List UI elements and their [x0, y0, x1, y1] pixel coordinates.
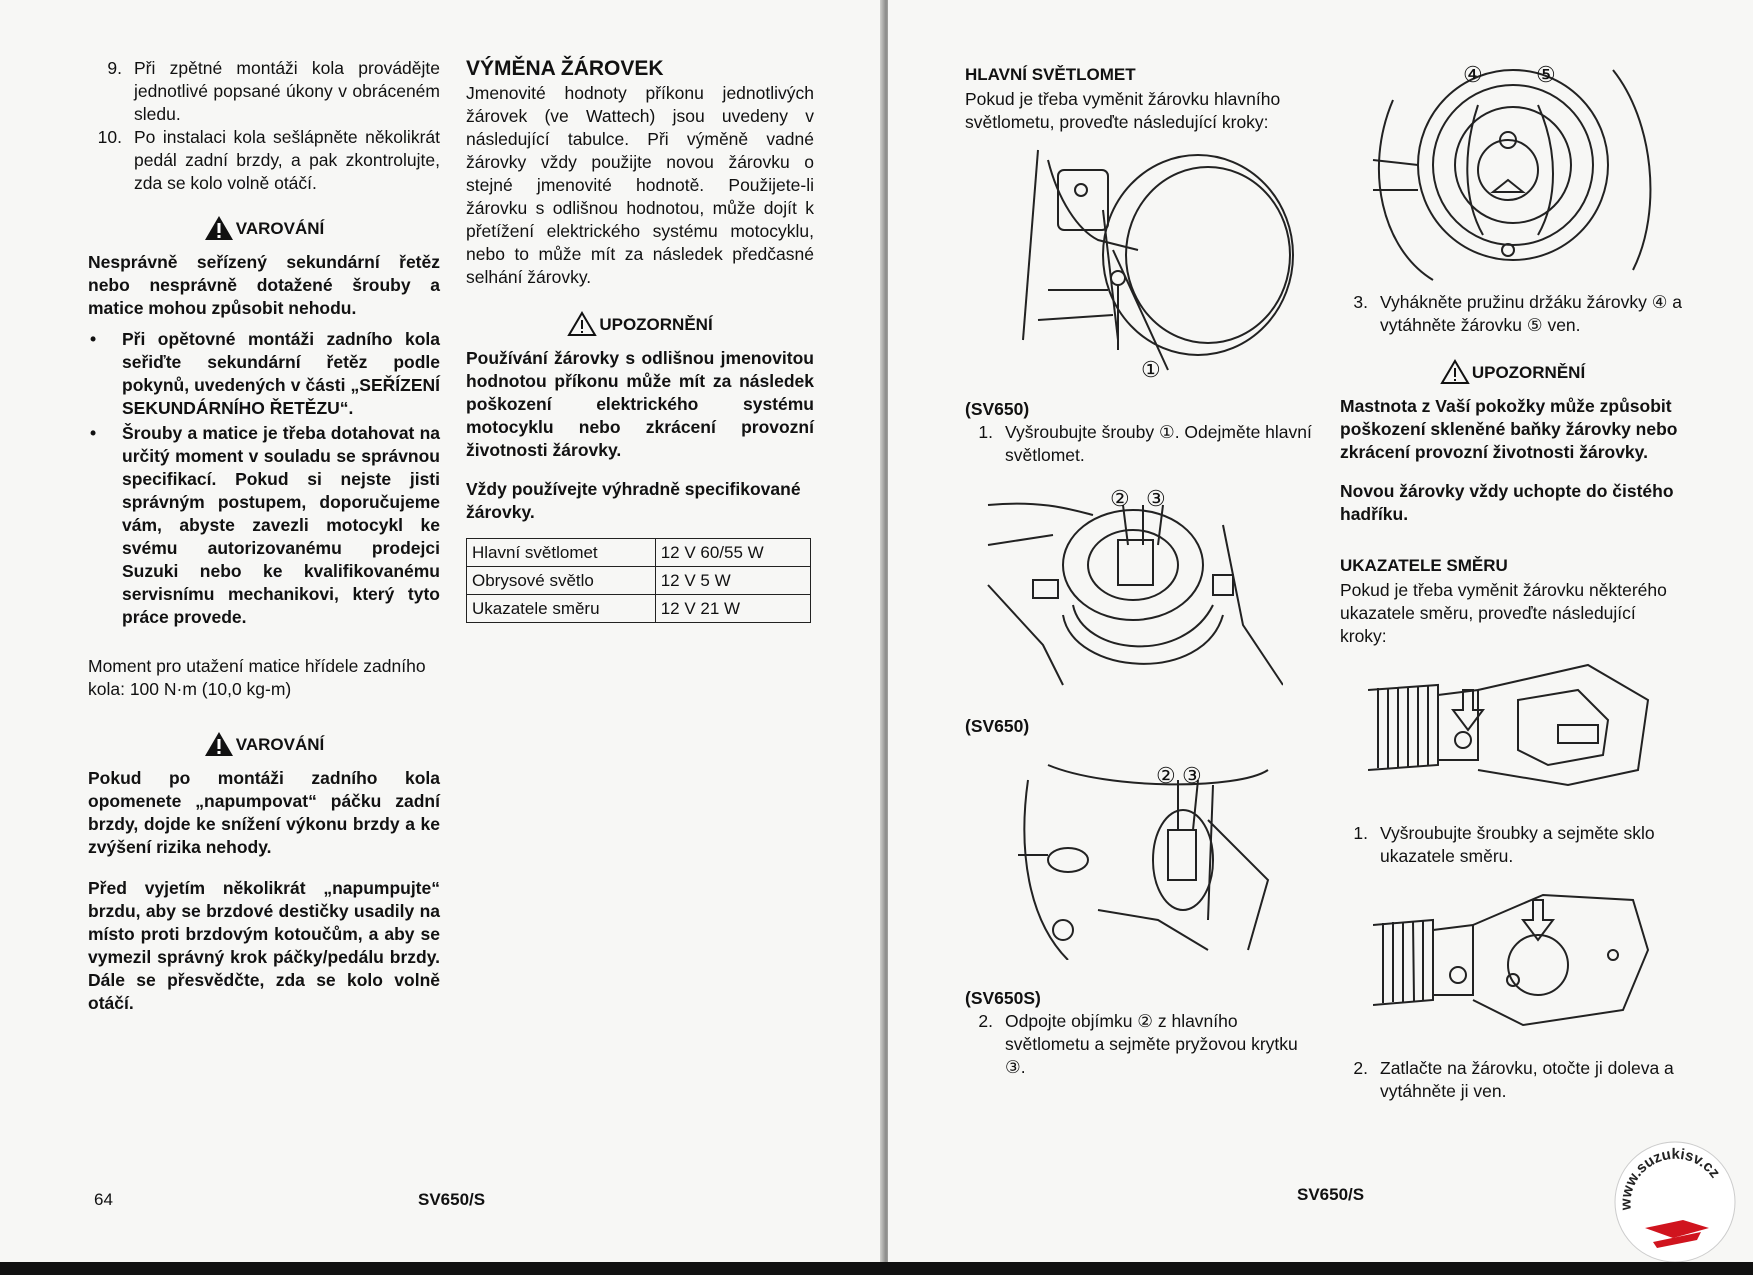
left-page — [0, 0, 884, 1262]
caution-icon — [1440, 359, 1470, 385]
model-name: SV650/S — [1297, 1185, 1365, 1204]
bullet-item: • Šrouby a matice je třeba dotahovat na určitý moment v souladu se správnou specifikací. Pokud si nejste jisti správným postupem, doporučujeme vám, abyste zavezli motocykl ke svému autorizovanému prodejci Suzuki nebo ke kvalifikovanému servisnímu mechanikovi, který tyto práce provede. — [90, 423, 440, 627]
warning-text: Pokud po montáži zadního kola opomenete „napumpovat“ páčku zadní brzdy, dojde ke snížení výkonu brzdy a ke zvýšení rizika nehody. — [88, 768, 440, 857]
warning-title: VAROVÁNÍ — [88, 731, 440, 757]
torque-text: Moment pro utažení matice hřídele zadního kola: 100 N·m (10,0 kg-m) — [88, 656, 426, 699]
caution-text: Mastnota z Vaší pokožky může způsobit poškození skleněné baňky žárovky nebo zkrácení provozní životnosti žárovky. — [1340, 396, 1678, 462]
page-number: 64 — [94, 1190, 113, 1209]
right-page — [888, 0, 1753, 1262]
warning-icon — [204, 731, 234, 757]
socket-figure-s — [1008, 760, 1278, 960]
step-block — [1340, 822, 1685, 868]
list-item: 1. Vyšroubujte šroubky a sejměte sklo ukazatele směru. — [1353, 823, 1655, 866]
always-text: Vždy používejte výhradně specifikované žárovky. — [466, 479, 801, 522]
bulb-table — [466, 538, 811, 623]
socket-figure — [983, 485, 1283, 695]
warning-text: Před vyjetím několikrát „napumpujte“ brzdu, aby se brzdové destičky usadily na místo proti brzdovým kotoučům, a aby se vymezil správný krok páčky/pedálu brzdy. Dále se přesvědčte, zda se kolo volně otáčí. — [88, 878, 440, 1013]
caution-icon — [567, 311, 597, 337]
section-intro: Jmenovité hodnoty příkonu jednotlivých žárovek (ve Wattech) jsou uvedeny v následující tabulce. Při výměně vadné žárovky vždy použijte novou žárovku o stejné jmenovité hodnotě. Použijete-li žárovku s odlišnou hodnotou, může dojít k přetížení elektrického systému motocyklu, nebo to může mít za následek předčasné selhání žárovky. — [466, 83, 814, 287]
suzukisv-stamp-logo — [1613, 1140, 1738, 1265]
callout-label: ② — [1156, 763, 1176, 788]
step-block — [1340, 1057, 1685, 1103]
left-column — [88, 57, 440, 1015]
callout-label: ⑤ — [1536, 62, 1556, 87]
figure-caption: (SV650S) — [965, 988, 1041, 1008]
table-row: Hlavní světlomet 12 V 60/55 W — [467, 539, 811, 567]
callout-label: ① — [1141, 357, 1161, 382]
list-item: 2. Odpojte objímku ② z hlavního světlometu a sejměte pryžovou krytku ③. — [978, 1011, 1298, 1077]
callout-label: ② — [1110, 486, 1130, 511]
list-item: 2. Zatlačte na žárovku, otočte ji doleva a vytáhněte ji ven. — [1353, 1058, 1674, 1101]
turn-signal-bulb-figure — [1373, 880, 1653, 1030]
bulb-holder-figure — [1363, 60, 1663, 285]
caution-title: UPOZORNĚNÍ — [466, 311, 814, 337]
list-item: 1. Vyšroubujte šrouby ①. Odejměte hlavní světlomet. — [978, 422, 1312, 465]
warning-bullets — [88, 328, 440, 629]
figure-caption: (SV650) — [965, 716, 1030, 736]
headlight-column — [965, 63, 1320, 134]
caution-text: Používání žárovky s odlišnou jmenovitou hodnotou příkonu může mít za následek poškození elektrického systému motocyklu nebo zkrácení provozní životnosti žárovky. — [466, 348, 814, 460]
caution-title: UPOZORNĚNÍ — [1340, 359, 1685, 385]
figure-caption-block — [965, 715, 1320, 738]
figure-caption: (SV650) — [965, 399, 1030, 419]
list-item: 10. Po instalaci kola sešlápněte několikrát pedál zadní brzdy, a pak zkontrolujte, zda se kolo volně otáčí. — [97, 127, 440, 193]
section-title: UKAZATELE SMĚRU — [1340, 556, 1508, 575]
stamp-text: www.suzukisv.cz — [1617, 1145, 1724, 1211]
warning-text: Nesprávně seřízený sekundární řetěz nebo nesprávně dotažené šrouby a matice mohou způsobit nehodu. — [88, 252, 440, 318]
section-intro: Pokud je třeba vyměnit žárovku hlavního světlometu, proveďte následující kroky: — [965, 89, 1281, 132]
bullet-item: • Při opětovné montáži zadního kola seřiďte sekundární řetěz podle pokynů, uvedených v části „SEŘÍZENÍ SEKUNDÁRNÍHO ŘETĚZU“. — [90, 329, 440, 418]
section-intro: Pokud je třeba vyměnit žárovku některého ukazatele směru, proveďte následující kroky: — [1340, 580, 1667, 646]
table-row: Ukazatele směru 12 V 21 W — [467, 595, 811, 623]
step-block — [965, 398, 1320, 467]
callout-label: ③ — [1182, 763, 1202, 788]
warning-title: VAROVÁNÍ — [88, 215, 440, 241]
bulb-column — [466, 57, 814, 623]
callout-label: ③ — [1146, 486, 1166, 511]
turn-signal-column — [1340, 291, 1685, 648]
model-name: SV650/S — [418, 1190, 486, 1209]
callout-label: ④ — [1463, 62, 1483, 87]
list-item: 3. Vyhákněte pružinu držáku žárovky ④ a vytáhněte žárovku ⑤ ven. — [1353, 292, 1682, 335]
scan-edge — [0, 1262, 1753, 1275]
turn-signal-figure — [1368, 660, 1658, 790]
table-row: Obrysové světlo 12 V 5 W — [467, 567, 811, 595]
section-title: HLAVNÍ SVĚTLOMET — [965, 65, 1136, 84]
list-item: 9. Při zpětné montáži kola provádějte jednotlivé popsané úkony v obráceném sledu. — [107, 58, 440, 124]
section-title: VÝMĚNA ŽÁROVEK — [466, 57, 664, 80]
caution-text: Novou žárovky vždy uchopte do čistého hadříku. — [1340, 481, 1674, 524]
step-block — [965, 987, 1320, 1079]
headlight-figure — [1018, 140, 1308, 380]
warning-icon — [204, 215, 234, 241]
